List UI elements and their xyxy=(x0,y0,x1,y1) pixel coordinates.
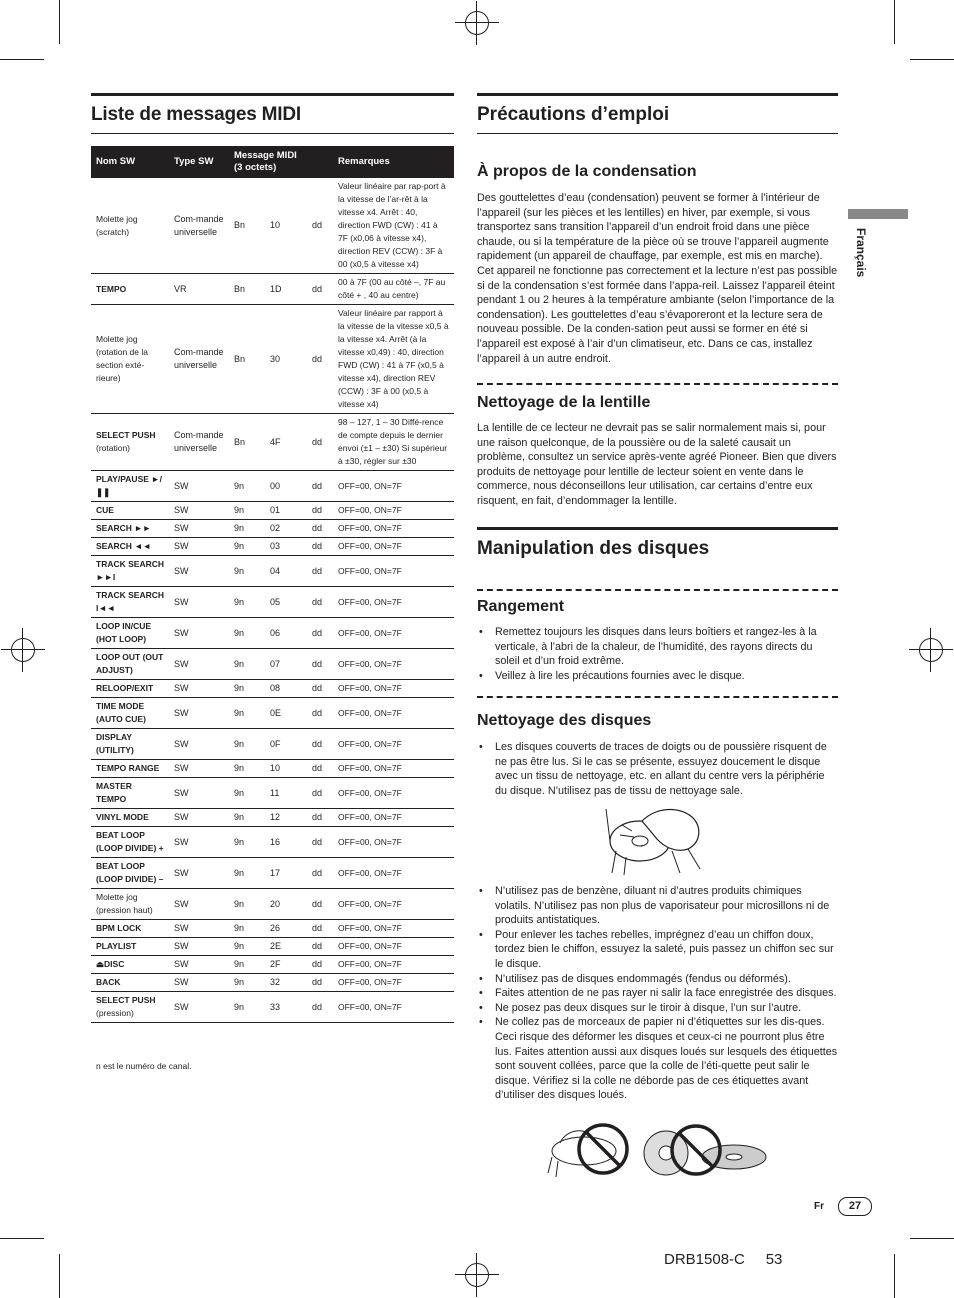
cell-type: SW xyxy=(169,809,229,827)
cell-sw-name xyxy=(91,809,169,827)
right-title-block xyxy=(477,93,838,134)
registration-mark xyxy=(909,628,953,672)
section-title-midi: Liste de messages MIDI xyxy=(91,104,301,125)
cell-remarques: OFF=00, ON=7F xyxy=(333,938,454,956)
cell-type: SW xyxy=(169,502,229,520)
cell-type: SW xyxy=(169,618,229,649)
cell-byte1: 9n xyxy=(229,698,265,729)
cell-remarques: OFF=00, ON=7F xyxy=(333,920,454,938)
cell-byte1: 9n xyxy=(229,520,265,538)
cell-byte2: 0F xyxy=(265,729,307,760)
cell-byte3: dd xyxy=(307,538,333,556)
cell-sw-name xyxy=(91,618,169,649)
cell-byte3: dd xyxy=(307,974,333,992)
cell-byte3: dd xyxy=(307,729,333,760)
dashed-divider xyxy=(477,383,838,385)
left-column xyxy=(91,93,454,134)
table-row xyxy=(91,760,454,778)
list-item: • N’utilisez pas de disques endommagés (fendus ou déformés). xyxy=(477,972,838,987)
cell-byte1: 9n xyxy=(229,618,265,649)
sw-name: TRACK SEARCH I◄◄ xyxy=(96,590,164,613)
table-row xyxy=(91,587,454,618)
language-label: Français xyxy=(854,228,868,278)
list-item: • Veillez à lire les précautions fournies avec le disque. xyxy=(477,669,838,684)
cell-byte2: 2F xyxy=(265,956,307,974)
heading-rule xyxy=(477,527,838,530)
condensation-block xyxy=(477,163,838,366)
cell-sw-name xyxy=(91,778,169,809)
crop-mark xyxy=(59,0,60,44)
registration-mark xyxy=(455,1253,499,1297)
cell-sw-name xyxy=(91,827,169,858)
cell-type: Com-mande universelle xyxy=(169,178,229,274)
cell-byte1: 9n xyxy=(229,680,265,698)
header-nom-sw: Nom SW xyxy=(91,146,169,178)
lens-block xyxy=(477,394,838,509)
table-row xyxy=(91,520,454,538)
cell-type: SW xyxy=(169,889,229,920)
sw-name: LOOP IN/CUE (HOT LOOP) xyxy=(96,621,152,644)
sw-name: TRACK SEARCH ►►I xyxy=(96,559,164,582)
cell-byte2: 12 xyxy=(265,809,307,827)
cell-byte1: Bn xyxy=(229,274,265,305)
cell-byte2: 11 xyxy=(265,778,307,809)
cell-sw-name xyxy=(91,698,169,729)
cell-type: SW xyxy=(169,992,229,1023)
sw-name-sub: Molette jog (rotation de la section exté-rieure) xyxy=(96,334,148,383)
cell-sw-name xyxy=(91,729,169,760)
cell-type: VR xyxy=(169,274,229,305)
cell-byte1: 9n xyxy=(229,556,265,587)
cell-byte2: 30 xyxy=(265,305,307,414)
cell-type: SW xyxy=(169,956,229,974)
cell-remarques: OFF=00, ON=7F xyxy=(333,520,454,538)
cell-remarques: 00 à 7F (00 au côté –, 7F au côté + , 40 au centre) xyxy=(333,274,454,305)
cell-byte2: 33 xyxy=(265,992,307,1023)
no-label-illustration xyxy=(546,1123,772,1179)
list-item: • N’utilisez pas de benzène, diluant ni d’autres produits chimiques volatils. N’utilisez pas non plus de vaporisateur pour microsillons ni de produits antistatiques. xyxy=(477,884,838,928)
sw-name-sub: Molette jog (pression haut) xyxy=(96,892,153,915)
table-row xyxy=(91,305,454,414)
cell-byte3: dd xyxy=(307,274,333,305)
cell-type: SW xyxy=(169,556,229,587)
list-item: • Les disques couverts de traces de doigts ou de poussière risquent de ne pas être lus. Si le cas se présente, essuyez doucement le disque avec un tissu de nettoyage, etc. en allant du centre vers la périphérie du disque. N’utilisez pas de tissu de nettoyage sale. xyxy=(477,740,838,798)
table-row xyxy=(91,858,454,889)
section-title-precautions: Précautions d’emploi xyxy=(477,104,670,125)
cell-type: Com-mande universelle xyxy=(169,305,229,414)
list-item: • Pour enlever les taches rebelles, imprégnez d’eau un chiffon doux, tordez bien le chiffon, essuyez la saleté, puis passez un chiffon sec sur le disque. xyxy=(477,928,838,972)
cell-byte1: 9n xyxy=(229,538,265,556)
cell-type: Com-mande universelle xyxy=(169,414,229,471)
table-row xyxy=(91,992,454,1023)
cell-byte3: dd xyxy=(307,587,333,618)
cell-remarques: OFF=00, ON=7F xyxy=(333,649,454,680)
sw-name: MASTER TEMPO xyxy=(96,781,132,804)
cell-byte2: 17 xyxy=(265,858,307,889)
table-row xyxy=(91,414,454,471)
cell-type: SW xyxy=(169,760,229,778)
cell-byte2: 10 xyxy=(265,178,307,274)
cell-remarques: OFF=00, ON=7F xyxy=(333,858,454,889)
sw-name: ⏏DISC xyxy=(96,959,125,969)
midi-table xyxy=(91,146,454,1023)
section-title-discs: Manipulation des disques xyxy=(477,538,710,559)
cell-remarques: OFF=00, ON=7F xyxy=(333,556,454,587)
sw-name: CUE xyxy=(96,505,114,515)
heading-rule xyxy=(477,93,838,96)
cell-byte3: dd xyxy=(307,827,333,858)
sw-name: RELOOP/EXIT xyxy=(96,683,154,693)
cell-remarques: OFF=00, ON=7F xyxy=(333,827,454,858)
storage-block xyxy=(477,598,838,683)
cell-byte2: 00 xyxy=(265,471,307,502)
header-message-midi: Message MIDI (3 octets) xyxy=(229,146,333,178)
cell-remarques: OFF=00, ON=7F xyxy=(333,729,454,760)
cell-byte2: 32 xyxy=(265,974,307,992)
cell-byte2: 0E xyxy=(265,698,307,729)
sw-name: SEARCH ◄◄ xyxy=(96,541,152,551)
sw-name: TIME MODE (AUTO CUE) xyxy=(96,701,146,724)
table-footnote: n est le numéro de canal. xyxy=(96,1061,192,1071)
cell-byte2: 03 xyxy=(265,538,307,556)
crop-mark xyxy=(910,59,954,60)
table-row xyxy=(91,698,454,729)
cell-sw-name xyxy=(91,587,169,618)
cell-sw-name xyxy=(91,520,169,538)
table-row xyxy=(91,178,454,274)
sw-name: TEMPO xyxy=(96,283,127,294)
cell-byte3: dd xyxy=(307,938,333,956)
table-body xyxy=(91,178,454,1023)
cell-type: SW xyxy=(169,680,229,698)
cell-byte2: 4F xyxy=(265,414,307,471)
cell-byte1: 9n xyxy=(229,729,265,760)
cell-type: SW xyxy=(169,520,229,538)
cell-byte1: 9n xyxy=(229,920,265,938)
cell-byte1: Bn xyxy=(229,305,265,414)
cell-sw-name xyxy=(91,556,169,587)
sw-name-sub: (rotation) xyxy=(96,443,131,453)
cell-sw-name xyxy=(91,889,169,920)
cell-byte2: 26 xyxy=(265,920,307,938)
table-row xyxy=(91,729,454,760)
sw-name: DISPLAY (UTILITY) xyxy=(96,732,134,755)
cell-type: SW xyxy=(169,587,229,618)
cell-type: SW xyxy=(169,698,229,729)
sw-name: TEMPO RANGE xyxy=(96,763,160,773)
language-tab xyxy=(848,209,908,219)
subtitle-storage: Rangement xyxy=(477,598,565,615)
table-row xyxy=(91,956,454,974)
sw-name: SEARCH ►► xyxy=(96,523,152,533)
cell-byte1: 9n xyxy=(229,992,265,1023)
cell-type: SW xyxy=(169,858,229,889)
cell-remarques: OFF=00, ON=7F xyxy=(333,992,454,1023)
sw-name: BEAT LOOP (LOOP DIVIDE) – xyxy=(96,861,164,884)
table-row xyxy=(91,502,454,520)
table-row xyxy=(91,680,454,698)
cell-sw-name xyxy=(91,471,169,502)
cell-sw-name xyxy=(91,502,169,520)
cell-sw-name xyxy=(91,974,169,992)
cell-byte1: 9n xyxy=(229,956,265,974)
cell-type: SW xyxy=(169,649,229,680)
cell-remarques: OFF=00, ON=7F xyxy=(333,889,454,920)
cell-remarques: OFF=00, ON=7F xyxy=(333,587,454,618)
cell-byte2: 2E xyxy=(265,938,307,956)
sw-name: BEAT LOOP (LOOP DIVIDE) + xyxy=(96,830,164,853)
crop-mark xyxy=(894,1254,895,1298)
cell-type: SW xyxy=(169,538,229,556)
cell-byte3: dd xyxy=(307,889,333,920)
cleaning-block-2 xyxy=(477,884,838,1103)
sw-name: PLAY/PAUSE ►/❚❚ xyxy=(96,474,163,497)
list-item: • Faites attention de ne pas rayer ni salir la face enregistrée des disques. xyxy=(477,986,838,1001)
cell-byte1: 9n xyxy=(229,778,265,809)
cell-remarques: OFF=00, ON=7F xyxy=(333,680,454,698)
cell-byte1: 9n xyxy=(229,587,265,618)
cell-sw-name xyxy=(91,938,169,956)
cell-sw-name xyxy=(91,305,169,414)
cell-sw-name xyxy=(91,649,169,680)
table-row xyxy=(91,274,454,305)
crop-mark xyxy=(0,59,44,60)
document-code: DRB1508-C 53 xyxy=(664,1251,783,1268)
cell-byte2: 06 xyxy=(265,618,307,649)
cell-byte2: 16 xyxy=(265,827,307,858)
heading-rule xyxy=(91,93,454,96)
cell-remarques: Valeur linéaire par rapport à la vitesse de la vitesse x0,5 à la vitesse x4. Arrêt (à la vitesse x0,49) : 40, direction FWD (CW) : 41 à 7F (x0,5 à vitesse x4), direction REV (CCW) : 3F à 00 (x0,5 à vitesse x4) xyxy=(333,305,454,414)
storage-list xyxy=(477,625,838,683)
subtitle-condensation: À propos de la condensation xyxy=(477,163,697,180)
sw-name: SELECT PUSH xyxy=(96,430,156,440)
cell-byte2: 01 xyxy=(265,502,307,520)
cell-byte3: dd xyxy=(307,680,333,698)
cell-sw-name xyxy=(91,414,169,471)
cell-byte1: 9n xyxy=(229,889,265,920)
cell-byte3: dd xyxy=(307,471,333,502)
cell-remarques: Valeur linéaire par rap-port à la vitesse de l’ar-rêt à la vitesse x4. Arrêt : 40, direction FWD (CW) : 41 à 7F (x0,06 à vitesse x4), direction REV (CCW) : 3F à 00 (x0,5 à vitesse x4) xyxy=(333,178,454,274)
cell-sw-name xyxy=(91,858,169,889)
cell-byte2: 07 xyxy=(265,649,307,680)
cell-byte1: 9n xyxy=(229,760,265,778)
cell-sw-name xyxy=(91,680,169,698)
crop-mark xyxy=(59,1254,60,1298)
cell-type: SW xyxy=(169,974,229,992)
sw-name-sub: (pression) xyxy=(96,1008,134,1018)
cell-remarques: OFF=00, ON=7F xyxy=(333,471,454,502)
table-row xyxy=(91,809,454,827)
title-underline xyxy=(477,133,838,134)
cell-type: SW xyxy=(169,938,229,956)
table-row xyxy=(91,471,454,502)
cell-byte1: 9n xyxy=(229,502,265,520)
sw-name: BPM LOCK xyxy=(96,923,142,933)
cell-byte2: 05 xyxy=(265,587,307,618)
title-underline xyxy=(91,133,454,134)
cell-byte2: 02 xyxy=(265,520,307,538)
cell-byte3: dd xyxy=(307,956,333,974)
table-row xyxy=(91,938,454,956)
cell-byte1: 9n xyxy=(229,858,265,889)
table-row xyxy=(91,778,454,809)
cell-remarques: 98 – 127, 1 – 30 Diffé-rence de compte depuis le dernier envoi (±1 – ±30) Si supérieur à ±30, régler sur ±30 xyxy=(333,414,454,471)
cell-remarques: OFF=00, ON=7F xyxy=(333,974,454,992)
cell-remarques: OFF=00, ON=7F xyxy=(333,502,454,520)
cell-remarques: OFF=00, ON=7F xyxy=(333,809,454,827)
table-row xyxy=(91,920,454,938)
cell-byte3: dd xyxy=(307,618,333,649)
cell-byte2: 20 xyxy=(265,889,307,920)
cell-type: SW xyxy=(169,729,229,760)
sw-name: BACK xyxy=(96,977,121,987)
sw-name-sub: Molette jog (scratch) xyxy=(96,213,138,237)
dashed-divider xyxy=(477,696,838,698)
dashed-divider xyxy=(477,589,838,591)
cell-sw-name xyxy=(91,760,169,778)
condensation-text: Des gouttelettes d’eau (condensation) peuvent se former à l’intérieur de l’appareil (sur les pièces et les lentilles) en hiver, par exemple, si vous transportez sans transition l’appareil d’un endroit froid dans une pièce chaude, ou si la température de la pièce où se trouve l’appareil augmente rapidement (un appareil de chauffage, par exemple, est mis en marche). Cet appareil ne fonctionne pas correctement et la lecture n’est pas possible si de la condensation s’est formée dans l’appa-reil. Laissez l’appareil éteint pendant 1 ou 2 heures à la température ambiante (selon l’importance de la condensation). Les gouttelettes d’eau s’évaporeront et la lecture sera de nouveau possible. De la conden-sation peut aussi se former en été si l’appareil est exposé à l’air d’un climatiseur, etc. Dans ce cas, installez l’appareil à un autre endroit. xyxy=(477,192,838,365)
cell-byte3: dd xyxy=(307,520,333,538)
cell-type: SW xyxy=(169,778,229,809)
cell-byte2: 1D xyxy=(265,274,307,305)
cell-sw-name xyxy=(91,274,169,305)
subtitle-cleaning: Nettoyage des disques xyxy=(477,712,652,729)
crop-mark xyxy=(910,1238,954,1239)
cell-byte3: dd xyxy=(307,414,333,471)
table-row xyxy=(91,556,454,587)
cell-byte1: 9n xyxy=(229,974,265,992)
table-header-row xyxy=(91,146,454,178)
table-row xyxy=(91,827,454,858)
disc-cleaning-illustration xyxy=(602,801,712,879)
cell-byte3: dd xyxy=(307,992,333,1023)
list-item: • Ne posez pas deux disques sur le tiroir à disque, l’un sur l’autre. xyxy=(477,1001,838,1016)
subtitle-lens: Nettoyage de la lentille xyxy=(477,394,651,411)
cell-remarques: OFF=00, ON=7F xyxy=(333,778,454,809)
cell-byte3: dd xyxy=(307,858,333,889)
cell-sw-name xyxy=(91,920,169,938)
cell-byte3: dd xyxy=(307,178,333,274)
header-type-sw: Type SW xyxy=(169,146,229,178)
registration-mark xyxy=(1,628,45,672)
cell-byte3: dd xyxy=(307,305,333,414)
cell-sw-name xyxy=(91,956,169,974)
cell-byte3: dd xyxy=(307,778,333,809)
cell-byte3: dd xyxy=(307,698,333,729)
cell-byte1: 9n xyxy=(229,809,265,827)
cell-byte3: dd xyxy=(307,502,333,520)
sw-name: LOOP OUT (OUT ADJUST) xyxy=(96,652,164,675)
cleaning-block xyxy=(477,712,838,798)
cell-byte1: 9n xyxy=(229,649,265,680)
cell-sw-name xyxy=(91,178,169,274)
crop-mark xyxy=(894,0,895,44)
cell-type: SW xyxy=(169,920,229,938)
cell-byte1: Bn xyxy=(229,414,265,471)
sw-name: VINYL MODE xyxy=(96,812,149,822)
table-row xyxy=(91,649,454,680)
sw-name: PLAYLIST xyxy=(96,941,137,951)
cell-byte3: dd xyxy=(307,920,333,938)
table-row xyxy=(91,974,454,992)
list-item: • Remettez toujours les disques dans leurs boîtiers et rangez-les à la verticale, à l’abri de la chaleur, de l’humidité, des rayons directs du soleil et d’un froid extrême. xyxy=(477,625,838,669)
cell-byte2: 04 xyxy=(265,556,307,587)
cell-byte3: dd xyxy=(307,649,333,680)
cell-byte3: dd xyxy=(307,556,333,587)
page-number: 27 xyxy=(838,1197,872,1216)
cell-byte3: dd xyxy=(307,809,333,827)
disc-title-block xyxy=(477,527,838,560)
cell-remarques: OFF=00, ON=7F xyxy=(333,538,454,556)
cell-remarques: OFF=00, ON=7F xyxy=(333,760,454,778)
lens-text: La lentille de ce lecteur ne devrait pas se salir normalement mais si, pour une raison quelconque, de la poussière ou de la saleté causait un problème, consultez un service après-vente agréé Pioneer. Bien que divers produits de nettoyage pour lentille de lecteur soient en vente dans le commerce, nous déconseillons leur utilisation, car certains d’entre eux risquent, en fait, d’endommager la lentille. xyxy=(477,422,837,507)
cell-type: SW xyxy=(169,827,229,858)
table-row xyxy=(91,618,454,649)
cell-byte3: dd xyxy=(307,760,333,778)
sw-name: SELECT PUSH xyxy=(96,995,156,1005)
cell-byte1: 9n xyxy=(229,827,265,858)
cell-type: SW xyxy=(169,471,229,502)
cell-byte1: 9n xyxy=(229,938,265,956)
cleaning-list-1 xyxy=(477,740,838,798)
registration-mark xyxy=(455,1,499,45)
cell-sw-name xyxy=(91,992,169,1023)
cell-remarques: OFF=00, ON=7F xyxy=(333,618,454,649)
cell-byte1: 9n xyxy=(229,471,265,502)
list-item: • Ne collez pas de morceaux de papier ni d’étiquettes sur les dis-ques. Ceci risque des déformer les disques et ceux-ci ne pourront plus être lus. Faites attention aussi aux disques loués sur lesquels des étiquettes sont souvent collées, parce que la colle de l’éti-quette peut salir le disque. Vérifiez si la colle ne déborde pas de ces étiquettes avant d’utiliser des disques loués. xyxy=(477,1015,838,1103)
cleaning-list-2 xyxy=(477,884,838,1103)
cell-remarques: OFF=00, ON=7F xyxy=(333,698,454,729)
cell-sw-name xyxy=(91,538,169,556)
cell-byte1: Bn xyxy=(229,178,265,274)
cell-byte2: 10 xyxy=(265,760,307,778)
cell-remarques: OFF=00, ON=7F xyxy=(333,956,454,974)
header-remarques: Remarques xyxy=(333,146,454,178)
crop-mark xyxy=(0,1238,44,1239)
cell-byte2: 08 xyxy=(265,680,307,698)
table-row xyxy=(91,889,454,920)
page-language: Fr xyxy=(814,1201,824,1212)
table-row xyxy=(91,538,454,556)
